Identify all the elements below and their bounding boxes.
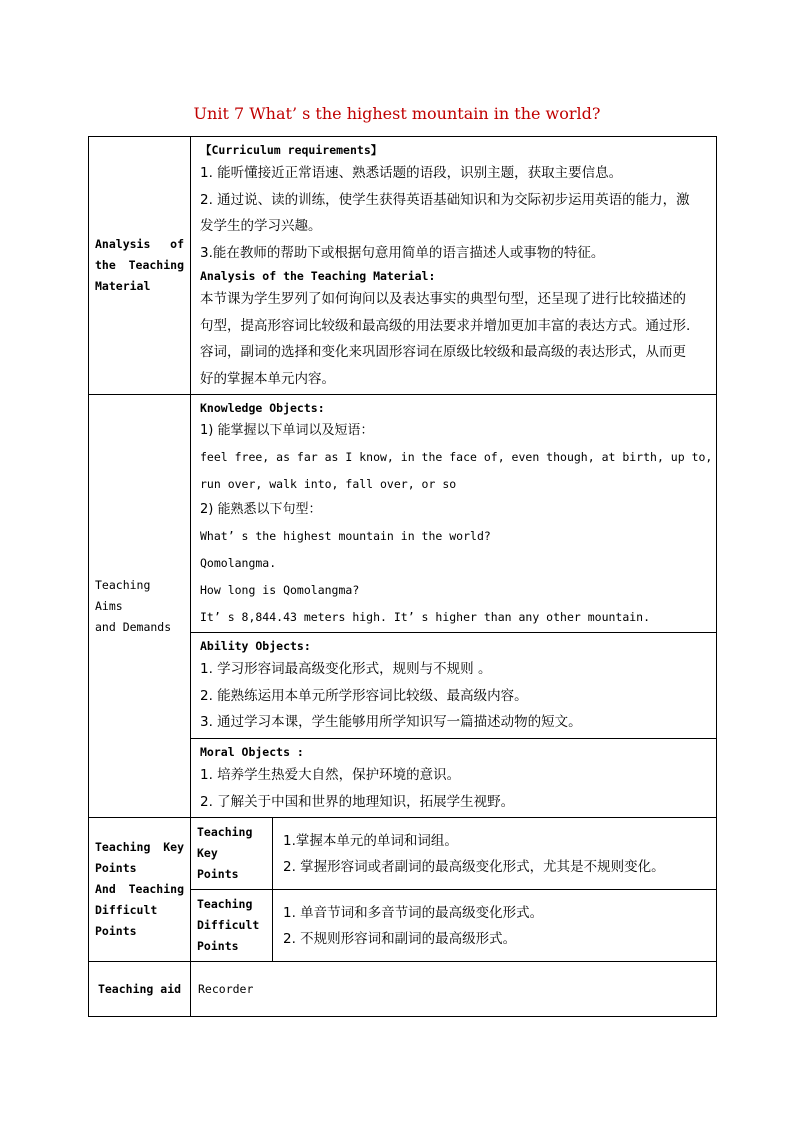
knowledge-item-2: 2) 能熟悉以下句型： (200, 502, 322, 518)
curriculum-heading: 【Curriculum requirements】 (200, 143, 383, 157)
aims-label: Teaching Aims and Demands (89, 395, 191, 818)
ability-item-1: 1. 学习形容词最高级变化形式，规则与不规则 。 (200, 661, 492, 678)
document-title: Unit 7 What’ s the highest mountain in the world? (193, 104, 601, 123)
teaching-aid-value: Recorder (191, 962, 717, 1017)
key-point-1: 1.掌握本单元的单词和词组。 (283, 832, 458, 849)
ability-item-2: 2. 能熟练运用本单元所学形容词比较级、最高级内容。 (200, 687, 528, 704)
phrases-line-2: run over, walk into, fall over, or so (200, 476, 457, 491)
material-line-2: 句型，提高形容词比较级和最高级的用法要求并增加更加丰富的表达方式。通过形. (200, 317, 691, 334)
requirement-2a: 2. 通过说、读的训练，使学生获得英语基础知识和为交际初步运用英语的能力，激 (200, 191, 690, 208)
difficult-points-content (273, 890, 717, 962)
sentence-4: It’ s 8,844.43 meters high. It’ s higher than any other mountain. (200, 609, 651, 624)
material-line-3: 容词，副词的选择和变化来巩固形容词在原级比较级和最高级的表达形式，从而更 (200, 344, 686, 360)
key-points-sublabel: Teaching Key Points (191, 818, 273, 890)
moral-heading: Moral Objects : (200, 745, 304, 760)
material-line-4: 好的掌握本单元内容。 (200, 370, 335, 387)
teaching-aid-label: Teaching aid (89, 962, 191, 1017)
key-points-label: Teaching Key Points And Teaching Difficult Points (89, 818, 191, 962)
material-line-1: 本节课为学生罗列了如何询问以及表达事实的典型句型，还呈现了进行比较描述的 (200, 291, 686, 307)
difficult-points-sublabel: Teaching Difficult Points (191, 890, 273, 962)
lesson-plan-table (88, 136, 717, 1017)
ability-heading: Ability Objects: (200, 639, 311, 654)
row-key-points (89, 818, 717, 890)
knowledge-objects (191, 395, 717, 633)
difficult-point-2: 2. 不规则形容词和副词的最高级形式。 (283, 931, 517, 948)
sentence-1: What’ s the highest mountain in the world? (200, 529, 491, 544)
requirement-2b: 发学生的学习兴趣。 (200, 218, 322, 234)
material-heading: Analysis of the Teaching Material: (200, 269, 436, 283)
ability-item-3: 3. 通过学习本课，学生能够用所学知识写一篇描述动物的短文。 (200, 714, 582, 731)
analysis-label: Analysis of the Teaching Material (89, 137, 191, 395)
row-knowledge (89, 395, 717, 633)
analysis-content (191, 137, 717, 395)
sentence-3: How long is Qomolangma? (200, 582, 360, 597)
knowledge-heading: Knowledge Objects: (200, 401, 325, 415)
key-point-2: 2. 掌握形容词或者副词的最高级变化形式，尤其是不规则变化。 (283, 859, 665, 876)
difficult-point-1: 1. 单音节词和多音节词的最高级变化形式。 (283, 904, 544, 921)
moral-objects (191, 739, 717, 818)
phrases-line-1: feel free, as far as I know, in the face of, even though, at birth, up to, (200, 450, 713, 464)
key-points-content (273, 818, 717, 890)
ability-objects (191, 633, 717, 739)
moral-item-2: 2. 了解关于中国和世界的地理知识，拓展学生视野。 (200, 793, 515, 810)
sentence-2: Qomolangma. (200, 556, 277, 571)
row-teaching-aid (89, 962, 717, 1017)
knowledge-item-1: 1) 能掌握以下单词以及短语： (200, 423, 374, 438)
requirement-3: 3.能在教师的帮助下或根据句意用简单的语言描述人或事物的特征。 (200, 244, 605, 261)
row-analysis (89, 137, 717, 395)
moral-item-1: 1. 培养学生热爱大自然，保护环境的意识。 (200, 767, 461, 784)
requirement-1: 1. 能听懂接近正常语速、熟悉话题的语段，识别主题，获取主要信息。 (200, 165, 623, 181)
